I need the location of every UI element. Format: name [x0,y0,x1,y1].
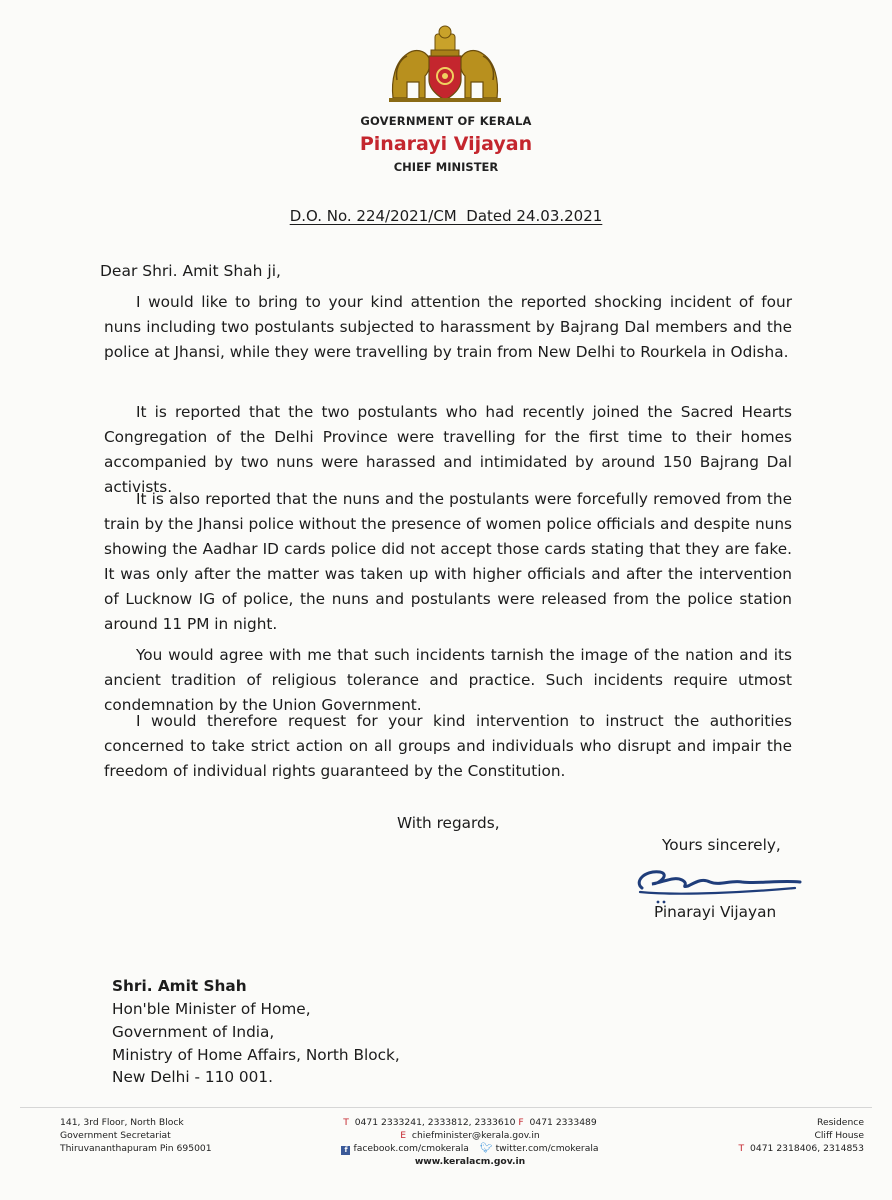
email-label: E [400,1130,407,1141]
phone-numbers: 0471 2333241, 2333812, 2333610 [354,1117,516,1128]
residence-phone: 0471 2318406, 2314853 [750,1143,864,1154]
closing-regards: With regards, [397,814,500,832]
body-paragraph-3: It is also reported that the nuns and the postulants were forcefully removed from the train by the Jhansi police without the presence of women police officials and despite nuns showing the Aadhar ID cards police did not accept those cards stating that they are fake. It was only after the matter was taken up with higher officials and after the intervention of Lucknow IG of police, the nuns and postulants were released from the police station around 11 PM in night. [104,490,792,633]
footer-address-line: 141, 3rd Floor, North Block [60,1117,184,1128]
footer-address-line: Thiruvananthapuram Pin 695001 [60,1143,212,1154]
footer-office-address [60,1116,212,1155]
body-paragraph-2: It is reported that the two postulants who had recently joined the Sacred Hearts Congregation of the Delhi Province were travelling for the first time to their homes accompanied by two nuns were harassed and intimidated by around 150 Bajrang Dal activists. [104,403,792,496]
footer-divider [20,1107,872,1108]
footer-contacts [300,1116,640,1168]
footer-social-line [300,1142,640,1155]
reference-text: D.O. No. 224/2021/CM Dated 24.03.2021 [289,207,603,225]
twitter-link[interactable]: twitter.com/cmokerala [495,1143,599,1154]
government-title: GOVERNMENT OF KERALA [360,114,532,128]
body-paragraph-4: You would agree with me that such incidents tarnish the image of the nation and its ancient tradition of religious tolerance and practice. Such incidents require utmost condemnation by the Union Government. [104,646,792,714]
reference-line [0,207,892,225]
kerala-emblem-icon [385,20,505,110]
residence-phone-line [739,1142,864,1155]
residence-phone-label: T [738,1143,745,1154]
fax-number: 0471 2333489 [529,1117,597,1128]
footer-address-line: Government Secretariat [60,1130,171,1141]
addressee-line: Government of India, [112,1023,275,1041]
fax-label: F [518,1117,524,1128]
chief-minister-name: Pinarayi Vijayan [359,133,533,155]
chief-minister-role: CHIEF MINISTER [393,160,499,174]
salutation: Dear Shri. Amit Shah ji, [100,262,281,280]
footer-phone-line [300,1116,640,1129]
addressee-line: Ministry of Home Affairs, North Block, [112,1046,400,1064]
addressee-line: Hon'ble Minister of Home, [112,1000,311,1018]
twitter-icon: 🐦︎ [479,1143,493,1154]
facebook-link[interactable]: facebook.com/cmokerala [353,1143,469,1154]
website-link[interactable]: www.keralacm.gov.in [414,1156,526,1167]
facebook-icon: f [341,1146,350,1155]
closing-sincerely: Yours sincerely, [662,836,781,854]
email-link[interactable]: chiefminister@kerala.gov.in [411,1130,540,1141]
residence-title: Residence [817,1117,864,1128]
signatory-name: Pinarayi Vijayan [654,903,777,921]
addressee-name: Shri. Amit Shah [112,977,247,995]
body-paragraph-5: I would therefore request for your kind intervention to instruct the authorities concerned to take strict action on all groups and individuals who disrupt and impair the freedom of individual rights guaranteed by the Constitution. [104,712,792,780]
residence-name: Cliff House [814,1130,864,1141]
phone-label: T [343,1117,349,1128]
footer-email-line [300,1129,640,1142]
addressee-line: New Delhi - 110 001. [112,1068,273,1086]
footer-residence [739,1116,864,1155]
body-paragraph-1: I would like to bring to your kind attention the reported shocking incident of four nuns including two postulants subjected to harassment by Bajrang Dal members and the police at Jhansi, while they were travelling by train from New Delhi to Rourkela in Odisha. [104,293,792,361]
